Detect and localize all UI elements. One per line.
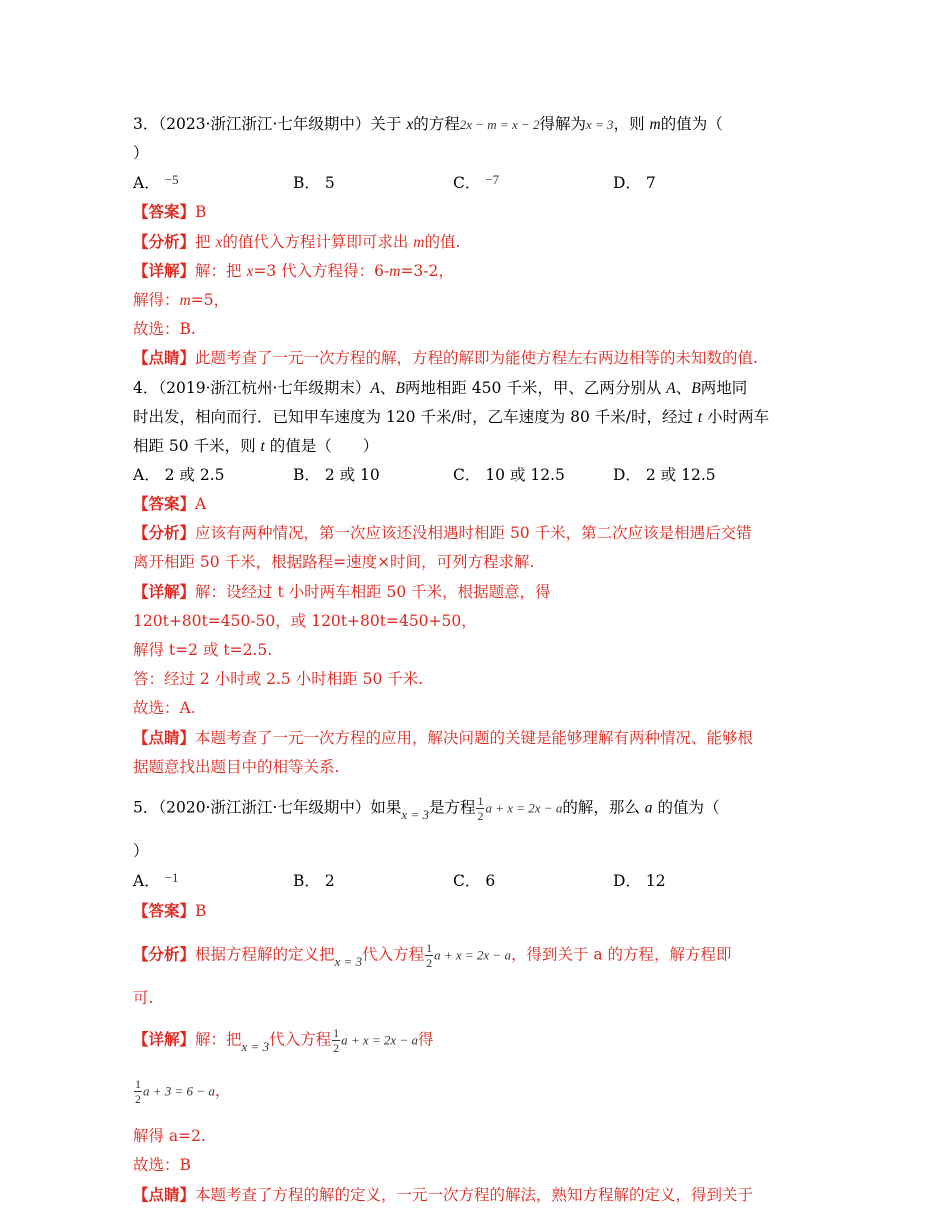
q3-option-d: D． 7 (613, 174, 656, 192)
q5-sub-fraction: $\frac{1}{2}$ (135, 1077, 141, 1106)
q5-detail-fraction: $\frac{1}{2}$ (333, 1026, 340, 1055)
q3-comment: 【点睛】此题考查了一元一次方程的解，方程的解即为能使方程左右两边相等的未知数的值. (133, 348, 758, 367)
q5-analysis-1: 【分析】根据方程解的定义把$_{x = 3}$代入方程 $\frac{1}{2}$ a + x = 2x − a，得到关于 a 的方程，解方程即 (133, 941, 732, 970)
q4-detail-eq: 120t+80t=450-50，或 120t+80t=450+50， (133, 612, 477, 630)
q4-comment-1: 【点睛】本题考查了一元一次方程的应用，解决问题的关键是能够理解有两种情况、能够根 (133, 728, 754, 747)
q5-choose: 故选：B (133, 1156, 191, 1174)
q5-option-d: D． 12 (613, 872, 666, 890)
q4-analysis-2: 离开相距 50 千米，根据路程=速度×时间，可列方程求解. (133, 553, 535, 571)
q5-option-a: A． $^{-1}$ (133, 870, 179, 890)
q4-detail: 【详解】解：设经过 t 小时两车相距 50 千米，根据题意，得 (133, 582, 551, 601)
q4-stem-3: 相距 50 千米，则 t 的值是（ ） (133, 437, 379, 455)
q5-answer: 【答案】B (133, 901, 207, 920)
q4-option-a: A． 2 或 2.5 (133, 466, 225, 484)
q4-detail-answer: 答：经过 2 小时或 2.5 小时相距 50 千米. (133, 670, 424, 688)
q3-option-a: A． $^{-5}$ (133, 172, 179, 192)
q5-option-b: B． 2 (293, 872, 335, 890)
q3-analysis: 【分析】把 x的值代入方程计算即可求出 m的值. (133, 232, 461, 251)
q4-choose: 故选：A. (133, 699, 196, 717)
q5-detail: 【详解】解：把$_{x = 3}$代入方程 $\frac{1}{2}$ a + x = 2x − a得 (133, 1026, 434, 1055)
q4-stem-2: 时出发，相向而行．已知甲车速度为 120 千米/时，乙车速度为 80 千米/时，经过 t 小时两车 (133, 408, 770, 426)
q5-comment: 【点睛】本题考查了方程的解的定义，一元一次方程的解法，熟知方程解的定义，得到关于 (133, 1185, 754, 1204)
q4-option-b: B． 2 或 10 (293, 466, 380, 484)
q5-solve: 解得 a=2. (133, 1127, 206, 1145)
q5-stem-cont: ） (133, 842, 149, 860)
q4-option-d: D． 2 或 12.5 (613, 466, 716, 484)
q3-stem-cont: ） (133, 144, 149, 162)
q5-substituted: $\frac{1}{2}$ a + 3 = 6 − a， (135, 1077, 231, 1106)
q4-analysis-1: 【分析】应该有两种情况，第一次应该还没相遇时相距 50 千米，第二次应该是相遇后交错 (133, 523, 752, 542)
q5-option-c: C． 6 (453, 872, 496, 890)
q3-stem: 3．（2023·浙江浙江·七年级期中）关于 x的方程2x − m = x − 2得解为x = 3，则 m的值为（ (133, 115, 723, 133)
q4-stem-1: 4．（2019·浙江杭州·七年级期末）A、B两地相距 450 千米，甲、乙两分别从 A、B两地同 (133, 379, 748, 397)
q4-detail-solve: 解得 t=2 或 t=2.5. (133, 641, 273, 659)
q5-analysis-fraction: $\frac{1}{2}$ (426, 941, 433, 970)
q4-comment-2: 据题意找出题目中的相等关系. (133, 758, 340, 776)
q5-analysis-2: 可. (133, 989, 154, 1007)
q3-option-b: B． 5 (293, 174, 335, 192)
q3-option-c: C． $^{-7}$ (453, 172, 500, 192)
q5-stem: 5．（2020·浙江浙江·七年级期中）如果$_{x = 3}$是方程 $\frac{1}{2}$ a + x = 2x − a的解，那么 a 的值为（ (133, 794, 720, 823)
q3-choose: 故选：B. (133, 320, 196, 338)
q3-detail: 【详解】解：把 x=3 代入方程得：6-m=3-2， (133, 261, 454, 280)
q3-answer: 【答案】B (133, 202, 207, 221)
q3-solve: 解得：m=5， (133, 291, 230, 309)
q5-fraction: $\frac{1}{2}$ (477, 794, 484, 823)
q4-answer: 【答案】A (133, 494, 207, 513)
q4-option-c: C． 10 或 12.5 (453, 466, 565, 484)
